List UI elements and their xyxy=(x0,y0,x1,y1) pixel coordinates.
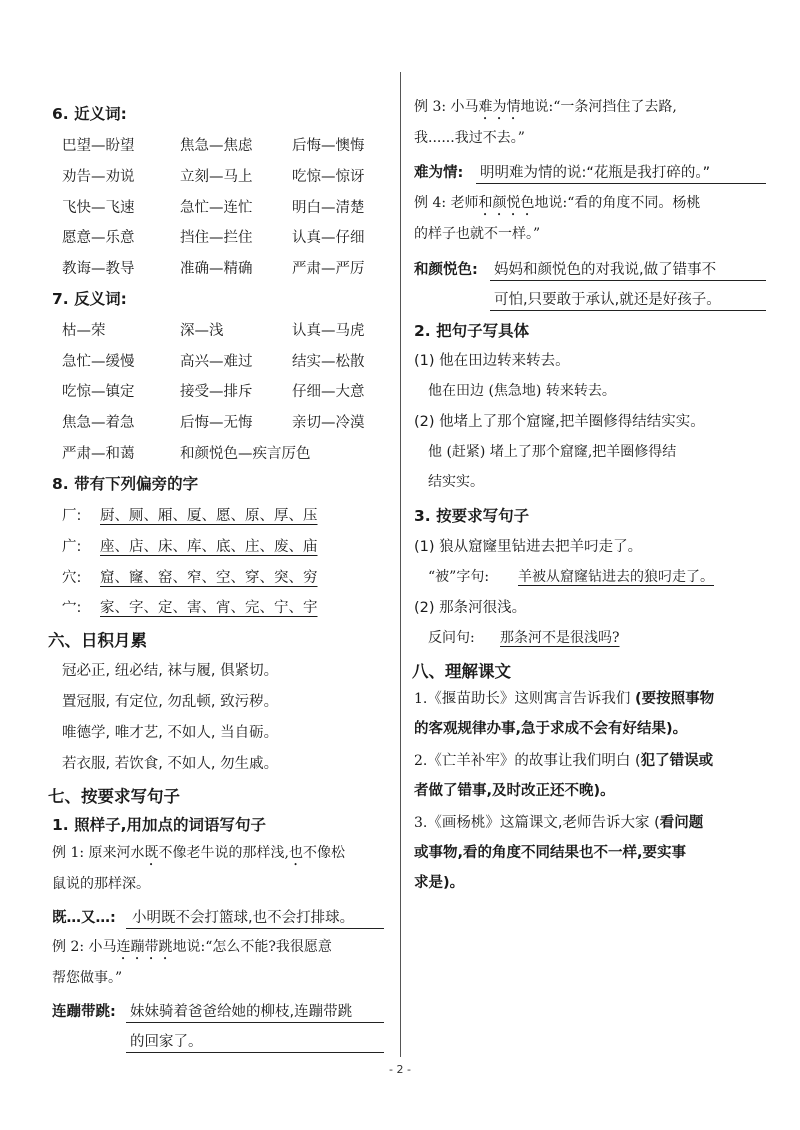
antonym-pair: 仔细—大意 xyxy=(292,384,365,400)
answer-label: 反问句: xyxy=(428,630,475,646)
antonym-pair: 高兴—难过 xyxy=(180,354,253,370)
synonym-pair: 吃惊—惊讶 xyxy=(292,169,365,185)
question-text: (1) 狼从窟窿里钻进去把羊叼走了。 xyxy=(414,539,643,555)
answer-text: 那条河不是很浅吗? xyxy=(500,630,620,646)
antonym-pair: 认真—马虎 xyxy=(292,323,365,339)
synonym-pair: 劝告—劝说 xyxy=(62,169,135,185)
item-number: 2. xyxy=(414,753,428,769)
understanding-item-2 xyxy=(414,746,770,806)
answer-label: 既…又…: xyxy=(52,910,116,926)
answer-underline xyxy=(126,1022,384,1023)
antonym-pair: 焦急—着急 xyxy=(62,415,135,431)
answer-text: 明明难为情的说:“花瓶是我打碎的。” xyxy=(480,165,711,181)
item-answer: 看问题 xyxy=(659,815,704,831)
antonym-pair: 后悔—无悔 xyxy=(180,415,253,431)
synonyms-title: 6. 近义词: xyxy=(52,105,127,123)
answer-underline xyxy=(126,1052,384,1053)
verse-line: 冠必正, 纽必结, 袜与履, 俱紧切。 xyxy=(62,663,279,679)
antonym-pair: 严肃—和蔼 xyxy=(62,446,135,462)
item-answer: 者做了错事,及时改正还不晚)。 xyxy=(414,783,615,799)
dotted-word: 也 xyxy=(288,845,303,861)
example-text: 例 4: 老师 xyxy=(414,195,479,211)
radical-label: 厂: xyxy=(62,508,82,524)
radical-label: 广: xyxy=(62,539,82,555)
synonym-pair: 立刻—马上 xyxy=(180,169,253,185)
item-answer: (要按照事物 xyxy=(634,691,715,707)
radical-label: 宀: xyxy=(62,600,82,616)
example-text: 地说:“看的角度不同。杨桃 xyxy=(534,195,701,211)
question-text: (2) 他堵上了那个窟窿,把羊圈修得结结实实。 xyxy=(414,414,705,430)
antonym-pair: 枯—荣 xyxy=(62,323,106,339)
answer-text: 他 (赶紧) 堵上了那个窟窿,把羊圈修得结 xyxy=(428,444,677,460)
item-number: 3. xyxy=(414,815,428,831)
daily-accumulation-title: 六、日积月累 xyxy=(48,631,147,650)
answer-underline xyxy=(476,183,766,184)
radical-chars: 座、店、床、库、底、庄、废、庙 xyxy=(100,539,318,555)
answer-underline xyxy=(490,280,766,281)
example-text: 帮您做事。” xyxy=(52,970,123,986)
radical-chars: 家、字、定、害、宵、完、宁、宇 xyxy=(100,600,318,616)
antonym-pair: 结实—松散 xyxy=(292,354,365,370)
question-text: (1) 他在田边转来转去。 xyxy=(414,353,570,369)
synonym-pair: 挡住—拦住 xyxy=(180,230,253,246)
synonym-pair: 飞快—飞速 xyxy=(62,200,135,216)
item-answer: 或事物,看的角度不同结果也不一样,要实事 xyxy=(414,845,687,861)
synonym-pair: 教诲—教导 xyxy=(62,261,135,277)
answer-label: 难为情: xyxy=(414,165,464,181)
item-text: 《画杨桃》这篇课文,老师告诉大家 ( xyxy=(427,815,660,831)
example-text: 不像松 xyxy=(302,845,345,861)
example-4 xyxy=(414,188,770,250)
antonym-pair: 深—浅 xyxy=(180,323,224,339)
synonym-pair: 严肃—严厉 xyxy=(292,261,365,277)
divider xyxy=(400,72,401,1057)
synonym-pair: 巴望—盼望 xyxy=(62,138,135,154)
answer-label: 连蹦带跳: xyxy=(52,1004,116,1020)
example-text: 我......我过不去。” xyxy=(414,130,525,146)
answer-text: 可怕,只要敢于承认,就还是好孩子。 xyxy=(494,292,721,308)
make-specific-title: 2. 把句子写具体 xyxy=(414,322,530,340)
item-number: 1. xyxy=(414,691,428,707)
example-text: 地说:“怎么不能?我很愿意 xyxy=(172,939,332,955)
antonyms-title: 7. 反义词: xyxy=(52,290,127,308)
example-text: 例 1: 原来河水 xyxy=(52,845,145,861)
synonym-pair: 明白—清楚 xyxy=(292,200,365,216)
dotted-word: 难为情 xyxy=(478,99,521,115)
synonym-pair: 后悔—懊悔 xyxy=(292,138,365,154)
example-text: 的样子也就不一样。” xyxy=(414,226,541,242)
answer-underline xyxy=(126,928,384,929)
imitate-title: 1. 照样子,用加点的词语写句子 xyxy=(52,816,266,834)
dotted-word: 既 xyxy=(144,845,159,861)
dotted-word: 和颜悦色 xyxy=(478,195,535,211)
synonym-pair: 焦急—焦虑 xyxy=(180,138,253,154)
example-2 xyxy=(52,932,392,994)
rewrite-title: 3. 按要求写句子 xyxy=(414,507,530,525)
example-3 xyxy=(414,92,770,154)
verse-line: 唯德学, 唯才艺, 不如人, 当自砺。 xyxy=(62,725,279,741)
understand-text-title: 八、理解课文 xyxy=(412,662,511,681)
page-number: - 2 - xyxy=(389,1063,411,1076)
example-text: 不像老牛说的那样浅, xyxy=(158,845,289,861)
answer-label: 和颜悦色: xyxy=(414,262,478,278)
example-text: 例 2: 小马 xyxy=(52,939,117,955)
radical-chars: 厨、厕、厢、厦、愿、原、厚、压 xyxy=(100,508,318,524)
antonym-pair: 接受—排斥 xyxy=(180,384,253,400)
example-text: 鼠说的那样深。 xyxy=(52,876,150,892)
antonym-pair: 和颜悦色—疾言厉色 xyxy=(180,446,311,462)
synonym-pair: 愿意—乐意 xyxy=(62,230,135,246)
item-answer: 求是)。 xyxy=(414,875,465,891)
answer-text: 结实实。 xyxy=(428,474,484,490)
antonym-pair: 亲切—冷漠 xyxy=(292,415,365,431)
answer-label: “被”字句: xyxy=(428,569,490,585)
answer-text: 小明既不会打篮球,也不会打排球。 xyxy=(132,910,355,926)
example-1 xyxy=(52,838,392,900)
radicals-title: 8. 带有下列偏旁的字 xyxy=(52,475,199,493)
example-text: 例 3: 小马 xyxy=(414,99,479,115)
answer-text: 妹妹骑着爸爸给她的柳枝,连蹦带跳 xyxy=(130,1004,353,1020)
antonym-pair: 吃惊—镇定 xyxy=(62,384,135,400)
verse-line: 若衣服, 若饮食, 不如人, 勿生戚。 xyxy=(62,756,279,772)
radical-label: 穴: xyxy=(62,570,82,586)
item-text: 《亡羊补牢》的故事让我们明白 ( xyxy=(427,753,641,769)
answer-text: 的回家了。 xyxy=(130,1034,203,1050)
radical-chars: 窟、窿、窑、窄、空、穿、突、穷 xyxy=(100,570,318,586)
synonym-pair: 认真—仔细 xyxy=(292,230,365,246)
question-text: (2) 那条河很浅。 xyxy=(414,600,527,616)
answer-text: 妈妈和颜悦色的对我说,做了错事不 xyxy=(494,262,717,278)
item-answer: 的客观规律办事,急于求成不会有好结果)。 xyxy=(414,721,688,737)
synonym-pair: 急忙—连忙 xyxy=(180,200,253,216)
antonym-pair: 急忙—缓慢 xyxy=(62,354,135,370)
synonym-pair: 准确—精确 xyxy=(180,261,253,277)
verse-line: 置冠服, 有定位, 勿乱顿, 致污秽。 xyxy=(62,694,279,710)
item-answer: 犯了错误或 xyxy=(640,753,714,769)
answer-text: 他在田边 (焦急地) 转来转去。 xyxy=(428,383,616,399)
item-text: 《揠苗助长》这则寓言告诉我们 xyxy=(427,691,635,707)
write-sentences-title: 七、按要求写句子 xyxy=(48,787,180,806)
answer-underline xyxy=(490,310,766,311)
dotted-word: 连蹦带跳 xyxy=(116,939,173,955)
understanding-item-1 xyxy=(414,684,770,744)
answer-text: 羊被从窟窿钻进去的狼叼走了。 xyxy=(518,569,714,585)
example-text: 地说:“一条河挡住了去路, xyxy=(520,99,677,115)
understanding-item-3 xyxy=(414,808,770,898)
